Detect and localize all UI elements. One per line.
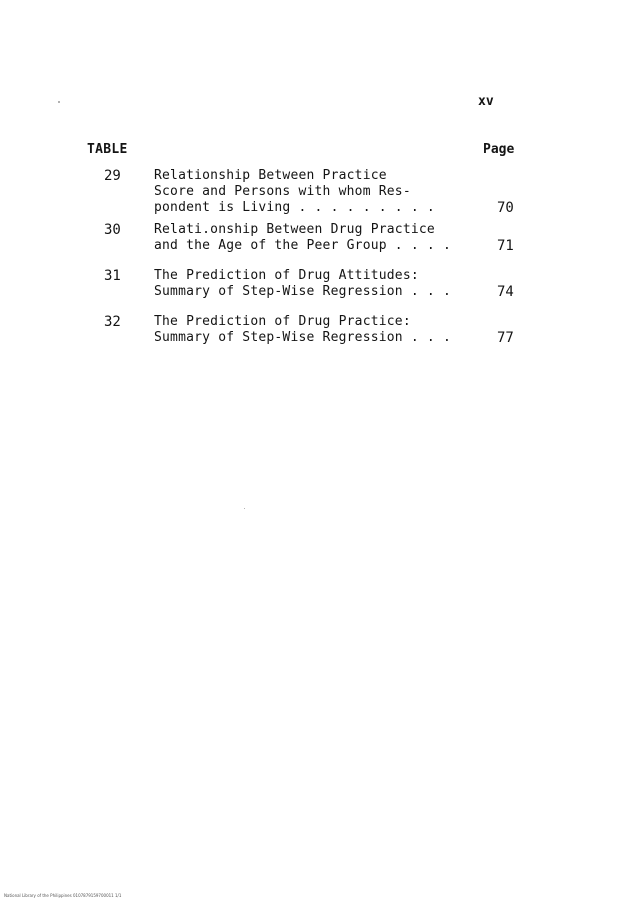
scan-speck [58, 101, 60, 103]
table-title [154, 314, 474, 346]
list-of-tables [0, 168, 643, 360]
table-page-number: 70 [497, 200, 514, 216]
table-page-number: 74 [497, 284, 514, 300]
table-title-line: Relati.onship Between Drug Practice [154, 222, 435, 237]
table-title [154, 222, 474, 254]
scan-speck [244, 508, 245, 509]
table-title-line: The Prediction of Drug Practice: [154, 314, 411, 329]
table-page-number: 71 [497, 238, 514, 254]
table-entry-32 [0, 314, 643, 360]
table-entry-29 [0, 168, 643, 222]
table-title-line: Summary of Step-Wise Regression . . . [154, 284, 451, 299]
table-title-line: The Prediction of Drug Attitudes: [154, 268, 419, 283]
table-title-line: Score and Persons with whom Res- [154, 184, 411, 199]
table-number: 31 [104, 268, 121, 284]
table-title-line: Relationship Between Practice [154, 168, 387, 183]
page-number: xv [478, 94, 494, 109]
table-title [154, 268, 474, 300]
table-title-line: Summary of Step-Wise Regression . . . [154, 330, 451, 345]
scan-footer-stamp: National Library of the Philippines 0107879159700011 1/1 [4, 893, 122, 898]
table-title-line: and the Age of the Peer Group . . . . [154, 238, 451, 253]
table-entry-31 [0, 268, 643, 314]
table-number: 30 [104, 222, 121, 238]
table-column-header: TABLE [87, 142, 128, 157]
page-column-header: Page [483, 142, 515, 157]
table-title [154, 168, 474, 216]
table-page-number: 77 [497, 330, 514, 346]
table-entry-30 [0, 222, 643, 268]
table-title-line: pondent is Living . . . . . . . . . [154, 200, 435, 215]
table-number: 32 [104, 314, 121, 330]
table-number: 29 [104, 168, 121, 184]
